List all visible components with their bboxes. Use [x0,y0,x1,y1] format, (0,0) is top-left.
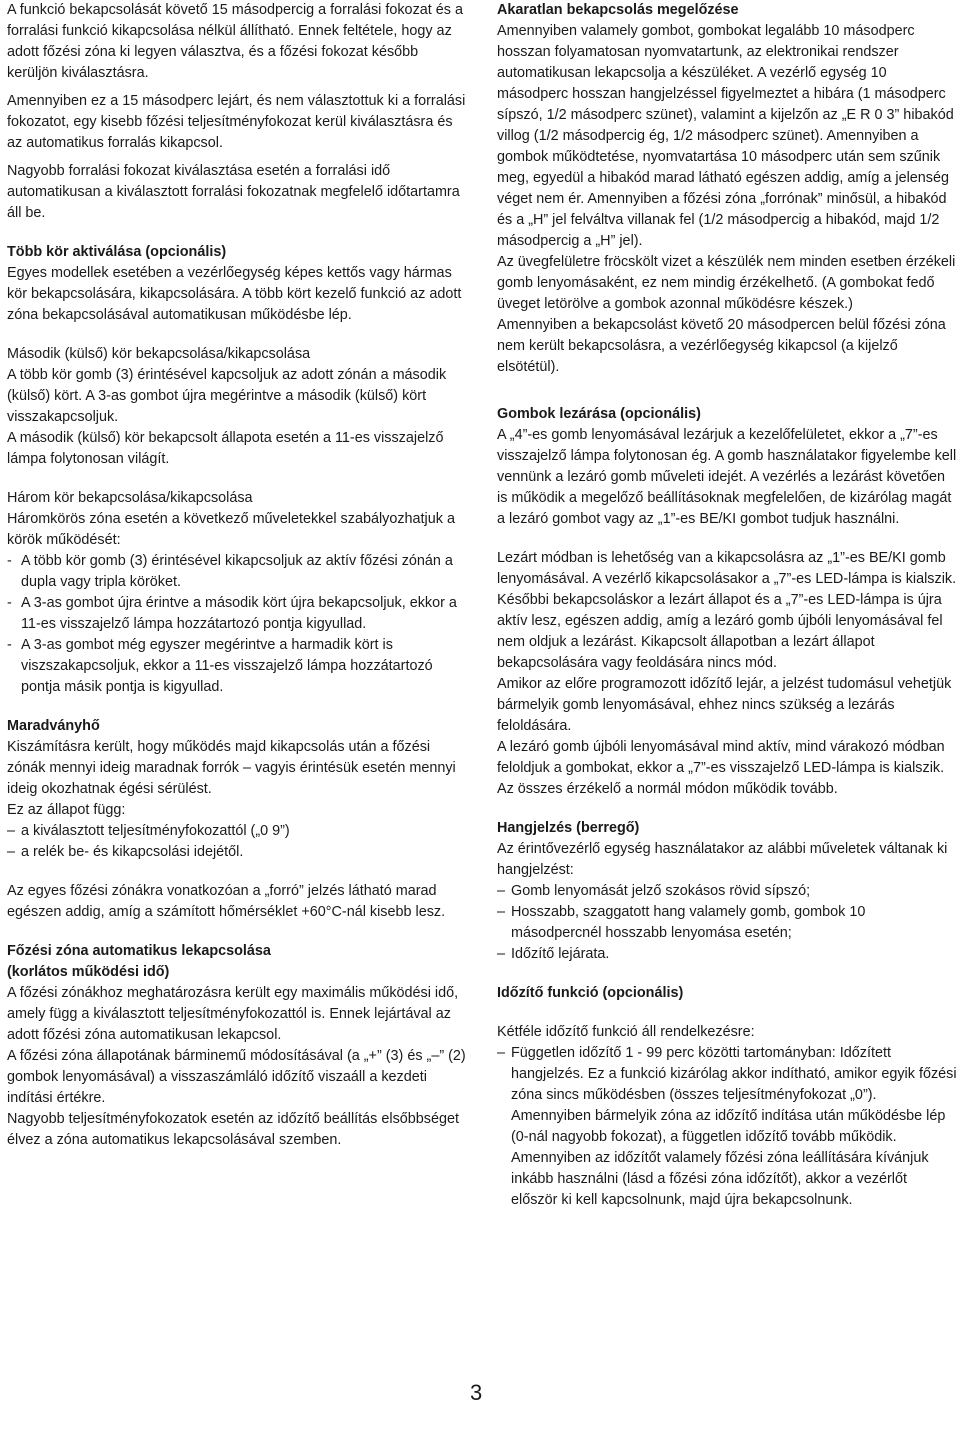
list-item-text: a relék be- és kikapcsolási idejétől. [21,844,244,860]
list-item-text: a kiválasztott teljesítményfokozattól („0 9”) [21,823,290,839]
paragraph: Amennyiben ez a 15 másodperc lejárt, és nem választottuk ki a forralási fokozatot, egy kisebb főzési teljesítményfokozat kerül kiválasztásra és az automatikus forralás kikapcsol. [7,93,466,151]
list-item [7,551,467,593]
section-heading-second-circuit: Második (külső) kör bekapcsolása/kikapcsolása [7,346,311,362]
paragraph: Kiszámításra került, hogy működés majd kikapcsolás után a főzési zónák mennyi ideig maradnak forrók – vagyis érintésük esetén mennyi ideig okozhatnak égési sérülést. [7,739,456,797]
list-item-text: Gomb lenyomását jelző szokásos rövid sípszó; [511,883,811,899]
section-heading-three-circuits: Három kör bekapcsolása/kikapcsolása [7,490,253,506]
paragraph: A főzési zónákhoz meghatározásra került egy maximális működési idő, amely függ a kiválasztott teljesítményfokozattól is. Ennek lejártával az adott főzési zóna automatikusan lekapcsol. [7,985,459,1043]
list-item [497,944,957,965]
paragraph: A lezáró gomb újbóli lenyomásával mind aktív, mind várakozó módban feloldjuk a gombokat, ekkor a „7”-es visszajelző LED-lámpa is kialszik. Az összes érzékelő a normál módon működik tovább. [497,739,945,797]
paragraph: Lezárt módban is lehetőség van a kikapcsolásra az „1”-es BE/KI gomb lenyomásával. A vezérlő kikapcsolásakor a „7”-es LED-lámpa is kialszik. Későbbi bekapcsoláskor a lezárt állapot és a „7”-es LED-lámpa is újra aktív lesz, egészen addig, amíg a lezáró gomb újbóli lenyomásával fel nem oldjuk a lezárást. Kikapcsolt állapotban a lezárt állapot bekapcsolására vagy feoldására nincs mód. [497,550,957,671]
list-item-text: Időzítő lejárata. [511,946,610,962]
list-item [7,842,467,863]
list-item-text: Független időzítő 1 - 99 perc közötti tartományban: Időzített hangjelzés. Ez a funkció kizárólag akkor indítható, amikor egyik főzési zóna sincs működésben (összes teljesítményfokozat „0”). Amennyiben bármelyik zóna az időzítő indítása után működésbe lép (0-nál nagyobb fokozat), a független időzítő tovább működik. Amennyiben az időzítőt valamely főzési zóna leállítására kívánjuk inkább használni (lásd a főzési zóna időzítőt), akkor a vezérlőt először ki kell kapcsolnunk, majd újra bekapcsolnunk. [511,1045,957,1208]
paragraph: A több kör gomb (3) érintésével kapcsoljuk az adott zónán a második (külső) kört. A 3-as gombot újra megérintve a második (külső) kört visszakapcsoljuk. [7,367,447,425]
list-marker: – [497,1045,506,1061]
list-marker: – [7,844,16,860]
right-column [497,0,957,1211]
list-item [7,593,467,635]
section-heading-button-lock: Gombok lezárása (opcionális) [497,406,701,422]
left-column [7,0,467,1151]
paragraph: Kétféle időzítő funkció áll rendelkezésre: [497,1024,755,1040]
list-item-text: A 3-as gombot újra érintve a második kört újra bekapcsoljuk, ekkor a 11-es visszajelző lámpa hozzátartozó pontja kigyullad. [21,595,457,632]
list-marker: – [7,823,16,839]
list-marker: – [497,904,506,920]
paragraph: Nagyobb teljesítményfokozatok esetén az időzítő beállítás elsőbbséget élvez a zóna automatikus lekapcsolásával szemben. [7,1111,459,1148]
list-item [7,635,467,698]
list-item-text: A több kör gomb (3) érintésével kikapcsoljuk az aktív főzési zónán a dupla vagy tripla köröket. [21,553,453,590]
paragraph: Amennyiben valamely gombot, gombokat legalább 10 másodperc hosszan folyamatosan nyomvatartunk, az elektronikai rendszer automatikusan lekapcsolja a készüléket. A vezérlő egység 10 másodperc hosszan hangjelzéssel figyelmeztet a hibára (1 másodperc sípszó, 1/2 másodperc szünet), valamint a kijelzőn az „E R 0 3” hibakód villog (1/2 másodpercig ég, 1/2 másodperc szünet). Amennyiben a gombok működtetése, nyomvatartása 10 másodperc után sem szűnik meg, egyedül a hibakód marad látható egészen addig, amíg a jelenség véget nem ér. Amennyiben a főzési zóna „forrónak” minősül, a hibakód és a „H” jel felváltva villanak fel (1/2 másodpercig a hibakód, majd 1/2 másodpercig a „H” jel). [497,23,954,249]
list-item-text: A 3-as gombot még egyszer megérintve a harmadik kört is viszszakapcsoljuk, ekkor a 11-es visszajelző lámpa hozzátartozó pontja másik pontja is kigyullad. [21,637,433,695]
section-heading-timer: Időzítő funkció (opcionális) [497,985,684,1001]
list-marker: - [7,595,16,611]
section-heading-auto-off: Főzési zóna automatikus lekapcsolása [7,943,271,959]
paragraph: Amikor az előre programozott időzítő lejár, a jelzést tudomásul vehetjük bármelyik gomb lenyomásával, ehhez nincs szükség a lezárás feloldására. [497,676,952,734]
paragraph: Háromkörös zóna esetén a következő műveletekkel szabályozhatjuk a körök működését: [7,511,455,548]
paragraph: A főzési zóna állapotának bárminemű módosításával (a „+” (3) és „–” (2) gombok lenyomásával) a visszaszámláló időzítő viszaáll a kezdeti indítási értékre. [7,1048,466,1106]
list-item-text: Hosszabb, szaggatott hang valamely gomb, gombok 10 másodpercnél hosszabb lenyomása esetén; [511,904,866,941]
paragraph: Egyes modellek esetében a vezérlőegység képes kettős vagy hármas kör bekapcsolására, kikapcsolására. A több kört kezelő funkció az adott zóna bekapcsolásával automatikusan működésbe lép. [7,265,462,323]
paragraph: Ez az állapot függ: [7,802,126,818]
paragraph: A második (külső) kör bekapcsolt állapota esetén a 11-es visszajelző lámpa folytonosan világít. [7,430,444,467]
list-item [497,881,957,902]
list-marker: – [497,946,506,962]
paragraph: Az érintővezérlő egység használatakor az alábbi műveletek váltanak ki hangjelzést: [497,841,948,878]
page-number: 3 [470,1380,483,1405]
list-marker: - [7,637,16,653]
section-heading-residual-heat: Maradványhő [7,718,100,734]
paragraph: Amennyiben a bekapcsolást követő 20 másodpercen belül főzési zóna nem került bekapcsolásra, a vezérlőegység kikapcsol (a kijelző elsötétül). [497,317,946,375]
paragraph: A funkció bekapcsolását követő 15 másodpercig a forralási fokozat és a forralási funkció kikapcsolása nélkül állítható. Ennek feltétele, hogy az adott főzési zóna ki legyen választva, és a főzési fokozat később kerüljön kiválasztásra. [7,2,463,81]
list-item [497,902,957,944]
paragraph: Nagyobb forralási fokozat kiválasztása esetén a forralási idő automatikusan a kiválasztott forralási fokozatnak megfelelő időtartamra áll be. [7,163,460,221]
section-subheading-auto-off: (korlátos működési idő) [7,964,170,980]
section-heading-sound: Hangjelzés (berregő) [497,820,640,836]
section-heading-prevent-activation: Akaratlan bekapcsolás megelőzése [497,2,739,18]
list-item [497,1043,957,1211]
list-item [7,821,467,842]
paragraph: A „4”-es gomb lenyomásával lezárjuk a kezelőfelületet, ekkor a „7”-es visszajelző lámpa folytonosan ég. A gomb használatakor figyelembe kell vennünk a lezáró gomb műveleti idejét. A vezérlés a lezárást követően is működik a megelőző beállításoknak megfelelően, de kizárólag magát a lezáró gombot vagy az „1”-es BE/KI gombot tudjuk használni. [497,427,957,527]
section-heading-multi-circuit: Több kör aktiválása (opcionális) [7,244,227,260]
paragraph: Az egyes főzési zónákra vonatkozóan a „forró” jelzés látható marad egészen addig, amíg a számított hőmérséklet +60°C-nál kisebb lesz. [7,883,446,920]
list-marker: – [497,883,506,899]
paragraph: Az üvegfelületre fröcskölt vizet a készülék nem minden esetben érzékeli gomb lenyomásaként, ez nem mindig érzékelhető. (A gombokat fedő üveget letörölve a gombok azonnal működésre készek.) [497,254,956,312]
list-marker: - [7,553,16,569]
